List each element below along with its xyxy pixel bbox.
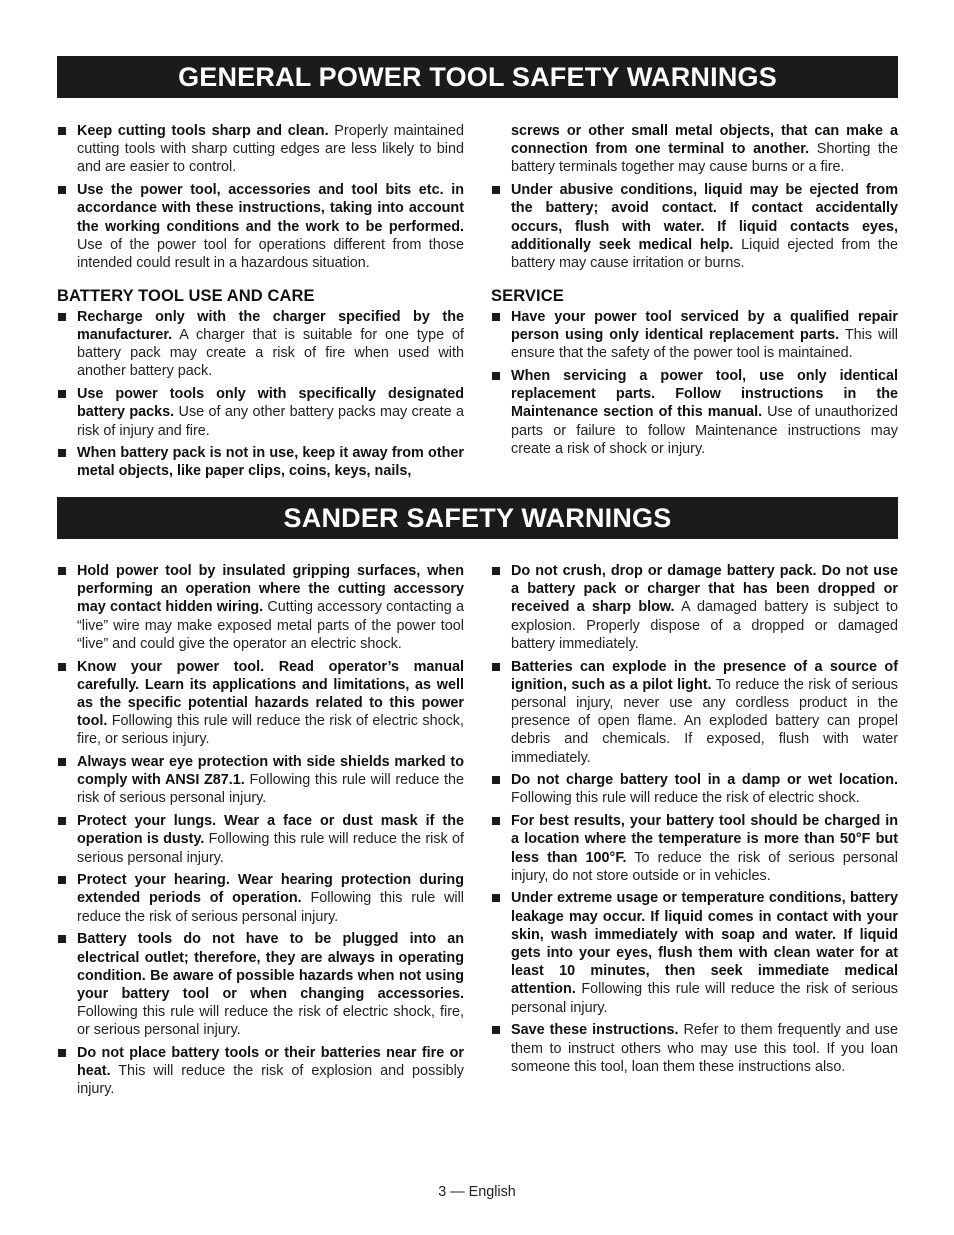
item-bold: Batteries can explode in the presence of a source of ignition, such as a pilot light.: [511, 658, 898, 693]
list-item-continuation: [491, 122, 898, 177]
item-bold: When battery pack is not in use, keep it away from other metal objects, like paper clips, coins, keys, nails,: [77, 445, 464, 480]
list-item: [57, 562, 464, 653]
item-bold: Save these instructions.: [511, 1022, 679, 1039]
square-bullet-icon: [58, 567, 66, 575]
list-item: [491, 889, 898, 1016]
square-bullet-icon: [58, 1049, 66, 1057]
square-bullet-icon: [58, 186, 66, 194]
list-item: [57, 930, 464, 1039]
square-bullet-icon: [492, 372, 500, 380]
battery-tool-heading: BATTERY TOOL USE AND CARE: [57, 286, 315, 305]
item-text: Cutting accessory contacting a “live” wire may make exposed metal parts of the power tool “live” and could give the operator an electric shock.: [77, 599, 464, 652]
item-bold: Do not place battery tools or their batteries near fire or heat.: [77, 1045, 464, 1080]
square-bullet-icon: [492, 313, 500, 321]
item-text: This will ensure that the safety of the power tool is maintained.: [511, 327, 898, 362]
item-text: Following this rule will reduce the risk of serious personal injury.: [511, 981, 898, 1016]
square-bullet-icon: [58, 313, 66, 321]
item-bold: Recharge only with the charger specified by the manufacturer.: [77, 308, 464, 344]
item-bold: Under extreme usage or temperature conditions, battery leakage may occur. If liquid comes in contact with your skin, wash immediately with soap and water. If liquid gets into your eyes, flush them with clean water for at least 10 minutes, then seek immediate medical attention.: [511, 890, 898, 998]
square-bullet-icon: [492, 817, 500, 825]
item-bold: Under abusive conditions, liquid may be ejected from the battery; avoid contact. If contact accidentally occurs, flush with water. If liquid contacts eyes, additionally seek medical help.: [511, 182, 898, 253]
list-item: [57, 181, 464, 272]
general-column-right: [491, 122, 898, 462]
square-bullet-icon: [492, 567, 500, 575]
general-column-left: [57, 122, 464, 485]
list-item: [57, 871, 464, 926]
list-item: [491, 308, 898, 363]
square-bullet-icon: [58, 758, 66, 766]
list-item: [491, 1021, 898, 1076]
square-bullet-icon: [58, 876, 66, 884]
item-text: Shorting the battery terminals together may cause burns or a fire.: [511, 141, 898, 176]
list-item: [57, 1044, 464, 1099]
item-bold: Do not charge battery tool in a damp or wet location.: [511, 772, 898, 789]
item-bold: For best results, your battery tool should be charged in a location where the temperature is more than 50°F but less than 100°F.: [511, 813, 898, 866]
item-text: Use of unauthorized parts or failure to follow Maintenance instructions may create a risk of shock or injury.: [511, 404, 898, 457]
square-bullet-icon: [58, 449, 66, 457]
item-text: Use of any other battery packs may create a risk of injury and fire.: [77, 404, 464, 439]
list-item: [57, 658, 464, 749]
item-text: A charger that is suitable for one type of battery pack may create a risk of fire when used with another battery pack.: [77, 327, 464, 380]
item-text: Following this rule will reduce the risk of electric shock.: [511, 790, 860, 807]
item-text: Refer to them frequently and use them to instruct others who may use this tool. If you loan someone this tool, loan them these instructions also.: [511, 1022, 898, 1075]
item-text: Following this rule will reduce the risk of serious personal injury.: [77, 890, 464, 925]
item-text: Following this rule will reduce the risk of serious personal injury.: [77, 772, 464, 807]
sander-safety-banner: SANDER SAFETY WARNINGS: [57, 497, 898, 539]
list-item: [57, 444, 464, 480]
list-item: [57, 122, 464, 177]
item-bold: Battery tools do not have to be plugged into an electrical outlet; therefore, they are always in operating condition. Be aware of possible hazards when not using your battery tool or when changing accessories.: [77, 931, 464, 1002]
list-item: [57, 308, 464, 381]
service-heading: SERVICE: [491, 286, 564, 305]
list-item: [491, 812, 898, 885]
list-item: [491, 771, 898, 807]
item-bold: Know your power tool. Read operator’s manual carefully. Learn its applications and limitations, as well as the specific potential hazards related to this power tool.: [77, 658, 464, 730]
item-text: Liquid ejected from the battery may cause irritation or burns.: [511, 236, 899, 271]
square-bullet-icon: [58, 935, 66, 943]
item-bold: Have your power tool serviced by a qualified repair person using only identical replacement parts.: [511, 308, 898, 344]
square-bullet-icon: [492, 186, 500, 194]
sander-column-right: [491, 562, 898, 1080]
item-text: To reduce the risk of serious personal injury, never use any cordless product in the presence of open flame. An exploded battery can propel debris and chemicals. If exposed, flush with water immediately.: [511, 676, 898, 766]
item-text: This will reduce the risk of explosion and possibly injury.: [77, 1063, 464, 1098]
item-bold: Use the power tool, accessories and tool bits etc. in accordance with these instructions, taking into account the working conditions and the work to be performed.: [77, 182, 464, 235]
list-item: [491, 658, 898, 767]
list-item: [491, 367, 898, 458]
list-item: [57, 753, 464, 808]
square-bullet-icon: [58, 663, 66, 671]
square-bullet-icon: [58, 390, 66, 398]
item-bold: screws or other small metal objects, that can make a connection from one terminal to another.: [511, 123, 898, 158]
item-text: A damaged battery is subject to explosion. Properly dispose of a dropped or damaged battery immediately.: [511, 599, 899, 652]
item-bold: Always wear eye protection with side shields marked to comply with ANSI Z87.1.: [77, 754, 464, 789]
item-text: Following this rule will reduce the risk of electric shock, fire, or serious injury.: [77, 713, 464, 748]
square-bullet-icon: [492, 1026, 500, 1034]
item-text: Use of the power tool for operations different from those intended could result in a hazardous situation.: [77, 236, 464, 271]
item-text: Following this rule will reduce the risk of electric shock, fire, or serious personal injury.: [77, 1004, 464, 1039]
list-item: [491, 181, 898, 272]
square-bullet-icon: [492, 894, 500, 902]
item-bold: Keep cutting tools sharp and clean.: [77, 123, 329, 139]
item-bold: Do not crush, drop or damage battery pack. Do not use a battery pack or charger that has been dropped or received a sharp blow.: [511, 563, 898, 616]
item-text: Properly maintained cutting tools with sharp cutting edges are less likely to bind and are easier to control.: [77, 123, 464, 176]
square-bullet-icon: [492, 776, 500, 784]
list-item: [491, 562, 898, 653]
item-text: To reduce the risk of serious personal injury, do not store outside or in vehicles.: [511, 849, 899, 884]
item-bold: Hold power tool by insulated gripping surfaces, when performing an operation where the cutting accessory may contact hidden wiring.: [77, 563, 464, 616]
general-safety-banner: GENERAL POWER TOOL SAFETY WARNINGS: [57, 56, 898, 98]
item-text: Following this rule will reduce the risk of serious personal injury.: [77, 831, 464, 866]
square-bullet-icon: [58, 817, 66, 825]
square-bullet-icon: [492, 663, 500, 671]
page-footer: 3 — English: [438, 1184, 516, 1200]
item-bold: Protect your lungs. Wear a face or dust mask if the operation is dusty.: [77, 813, 464, 848]
item-bold: When servicing a power tool, use only identical replacement parts. Follow instructions in the Maintenance section of this manual.: [511, 367, 898, 421]
item-bold: Use power tools only with specifically designated battery packs.: [77, 386, 464, 421]
item-bold: Protect your hearing. Wear hearing protection during extended periods of operation.: [77, 872, 464, 907]
square-bullet-icon: [58, 127, 66, 135]
sander-column-left: [57, 562, 464, 1103]
list-item: [57, 812, 464, 867]
list-item: [57, 385, 464, 440]
